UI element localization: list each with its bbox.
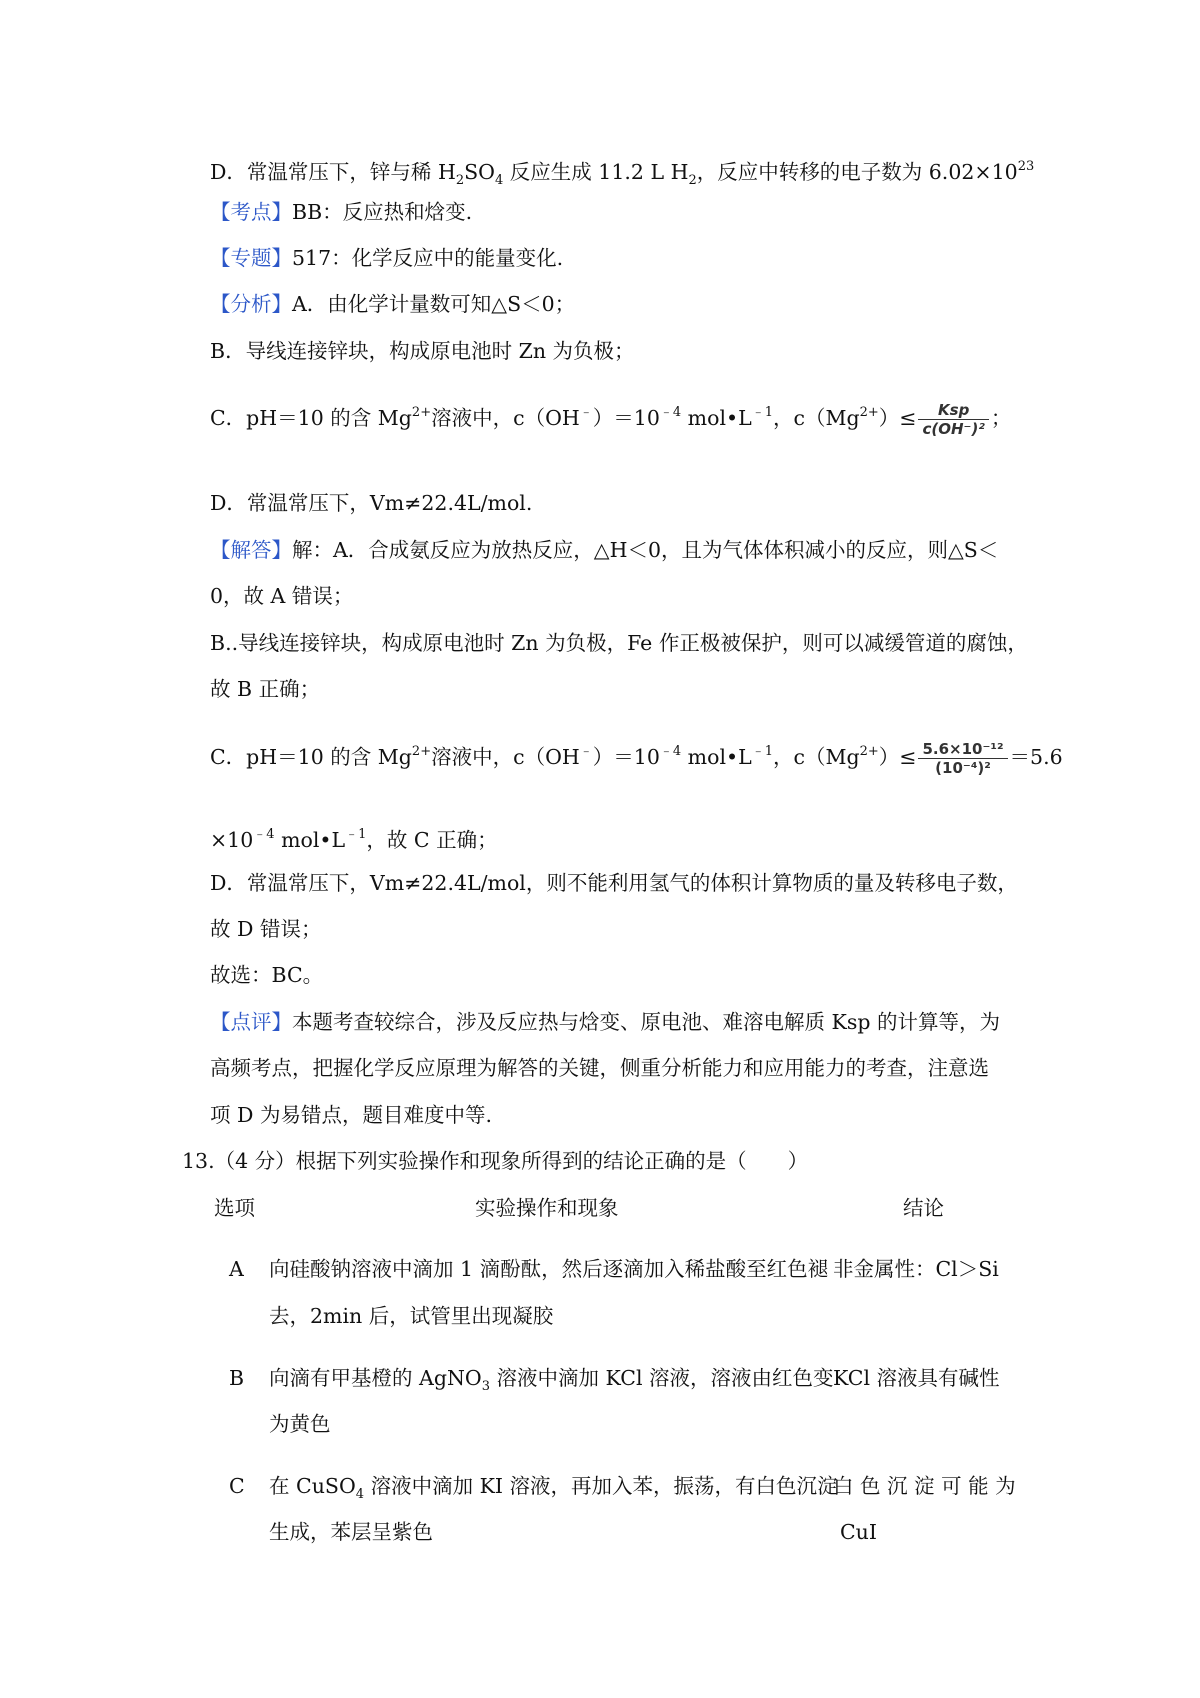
kaodian-line: 【考点】BB：反应热和焓变.: [210, 200, 473, 224]
row-conclusion: KCl 溶液具有碱性: [833, 1366, 1000, 1390]
row-conclusion: 非金属性：Cl＞Si: [833, 1257, 999, 1281]
ksp-fraction: $\frac{\text{Ksp}}{\text{c(OH⁻)²}}$: [918, 401, 988, 438]
dianping-line-3: 项 D 为易错点，题目难度中等.: [210, 1103, 492, 1127]
table-header-option: 选项: [214, 1196, 255, 1220]
row-option: C: [229, 1474, 245, 1498]
jieda-line: 【解答】解：A．合成氨反应为放热反应，△H＜0，且为气体体积减小的反应，则△S＜: [210, 538, 999, 562]
jieda-a2-line: 0，故 A 错误；: [210, 584, 354, 608]
dianping-tag: 【点评】: [210, 1010, 292, 1034]
fenxi-c-line: C．pH＝10 的含 $Mg^{2+}$溶液中，$c(OH^﹣)=10^{﹣4}$ $mol•L^{﹣1}$，$c(Mg^{2+})\le$ $\frac{\text{Ksp}}{\text{c(OH⁻)²}}$ ；: [210, 401, 1012, 438]
fenxi-b-line: B．导线连接锌块，构成原电池时 Zn 为负极；: [210, 339, 635, 363]
question-13: 13.（4 分）根据下列实验操作和现象所得到的结论正确的是（ ）: [182, 1149, 809, 1173]
row-conclusion: 白 色 沉 淀 可 能 为: [833, 1474, 1016, 1498]
jieda-c2-line: $\times 10^{﹣4}$ $mol•L^{﹣1}$，故 C 正确；: [210, 827, 498, 852]
dianping-line-2: 高频考点，把握化学反应原理为解答的关键，侧重分析能力和应用能力的考查，注意选: [210, 1056, 989, 1080]
row-conclusion-line-2: CuI: [840, 1520, 877, 1544]
row-operation-line-1: 在 CuSO$_4$ 溶液中滴加 KI 溶液，再加入苯，振荡，有白色沉淀: [269, 1474, 838, 1502]
fenxi-line: 【分析】A．由化学计量数可知△S＜0；: [210, 292, 576, 316]
zhuanti-tag: 【专题】: [210, 246, 292, 270]
fenxi-d-line: D．常温常压下，Vm≠22.4L/mol.: [210, 491, 533, 515]
jieda-tag: 【解答】: [210, 538, 292, 562]
row-option: A: [229, 1257, 244, 1281]
row-operation-line-2: 为黄色: [269, 1412, 331, 1436]
jieda-d2-line: 故 D 错误；: [210, 917, 322, 941]
jieda-d1-line: D．常温常压下，Vm≠22.4L/mol，则不能利用氢气的体积计算物质的量及转移电子数，: [210, 871, 1018, 895]
row-operation-line-2: 生成，苯层呈紫色: [269, 1520, 433, 1544]
question-option-d: D．常温常压下，锌与稀 $H_2SO_4$ 反应生成 11.2 L $H_2$，反应中转移的电子数为 $6.02\times 10^{23}$: [210, 159, 1035, 188]
row-operation-line-1: 向硅酸钠溶液中滴加 1 滴酚酞，然后逐滴加入稀盐酸至红色褪: [269, 1257, 829, 1281]
jieda-c-line: C．pH＝10 的含 $Mg^{2+}$溶液中，$c(OH^﹣)=10^{﹣4}$ $mol•L^{﹣1}$，$c(Mg^{2+})\le$ $\frac{\text{5.6×10⁻¹²}}{\text{(10⁻⁴)²}}$ ＝5.6: [210, 740, 1063, 777]
concentration-fraction: $\frac{\text{5.6×10⁻¹²}}{\text{(10⁻⁴)²}}$: [918, 740, 1007, 777]
jieda-b2-line: 故 B 正确；: [210, 677, 321, 701]
table-header-operation: 实验操作和现象: [475, 1196, 619, 1220]
dianping-line: 【点评】本题考查较综合，涉及反应热与焓变、原电池、难溶电解质 Ksp 的计算等，为: [210, 1010, 1000, 1034]
zhuanti-line: 【专题】517：化学反应中的能量变化.: [210, 246, 564, 270]
row-operation-line-2: 去，2min 后，试管里出现凝胶: [269, 1304, 554, 1328]
answer-line: 故选：BC。: [210, 963, 324, 987]
row-operation-line-1: 向滴有甲基橙的 AgNO$_3$ 溶液中滴加 KCl 溶液，溶液由红色变: [269, 1366, 834, 1394]
fenxi-tag: 【分析】: [210, 292, 292, 316]
row-option: B: [229, 1366, 245, 1390]
table-header-conclusion: 结论: [903, 1196, 944, 1220]
kaodian-tag: 【考点】: [210, 200, 292, 224]
jieda-b1-line: B..导线连接锌块，构成原电池时 Zn 为负极，Fe 作正极被保护，则可以减缓管道的腐蚀，: [210, 631, 1028, 655]
